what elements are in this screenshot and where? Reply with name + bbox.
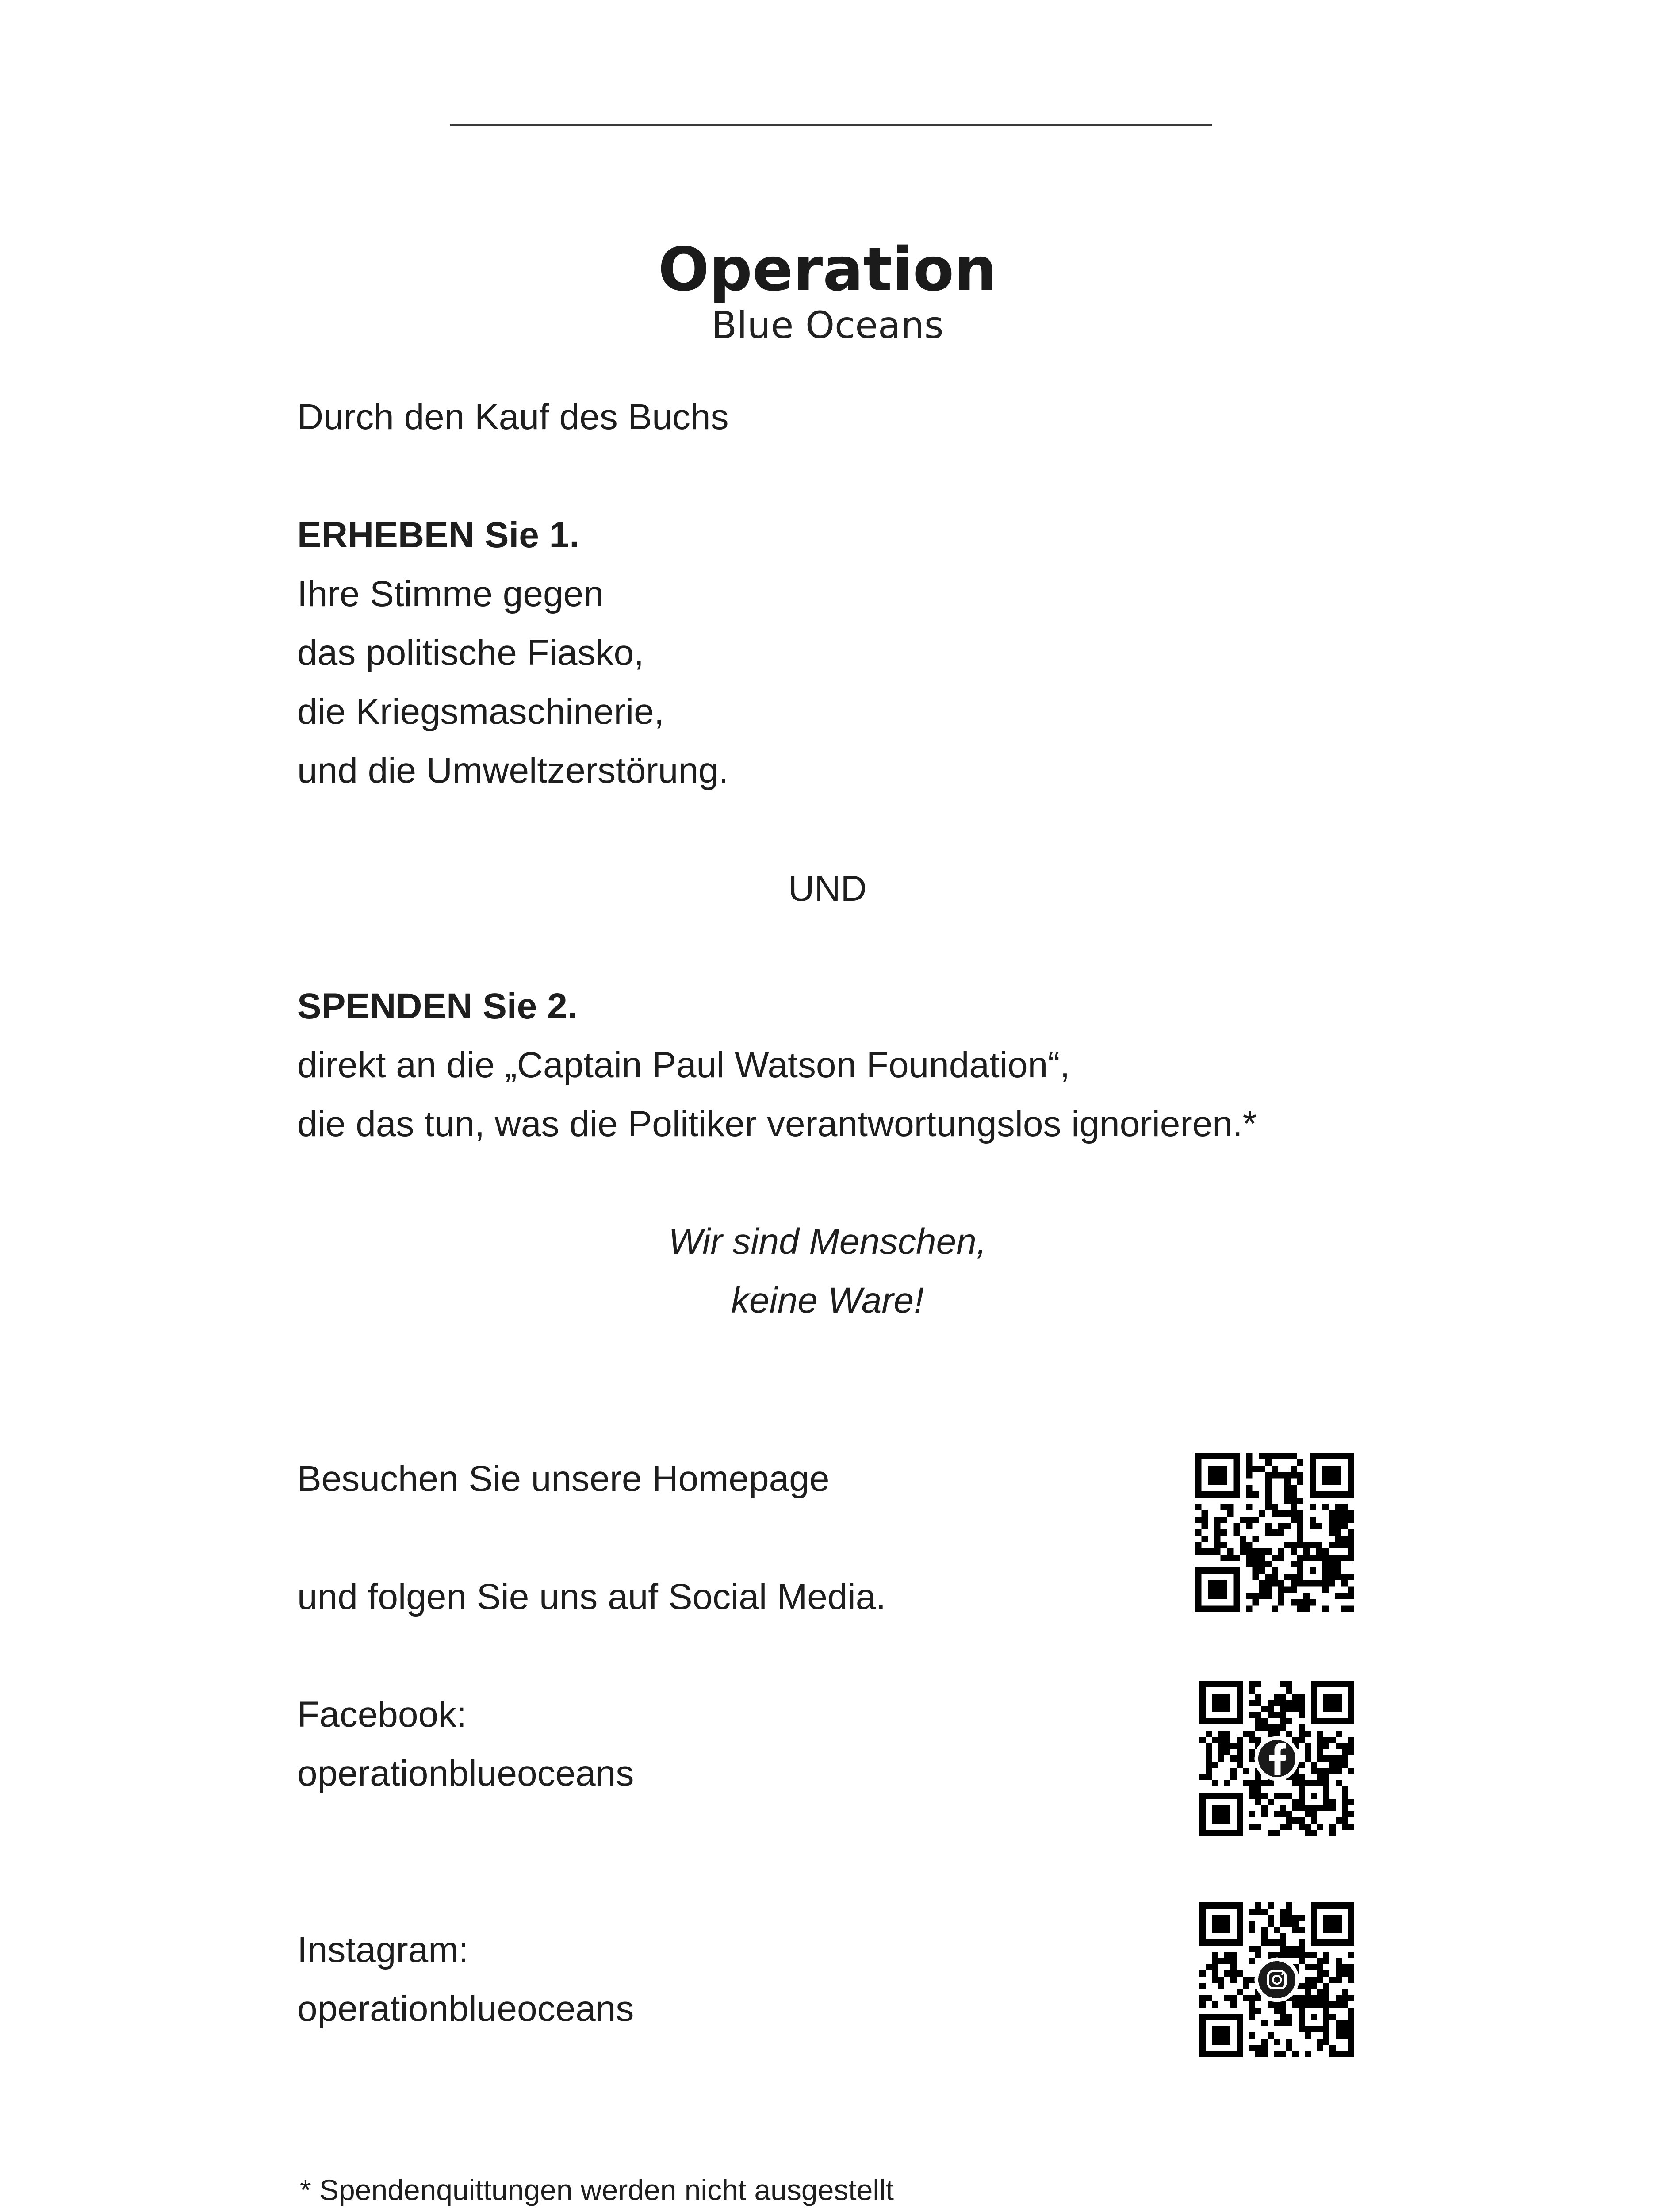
footnote: * Spendenquittungen werden nicht ausgestellt: [300, 2174, 894, 2206]
facebook-label: Facebook:: [297, 1694, 467, 1735]
top-divider: [450, 124, 1212, 126]
facebook-handle: operationblueoceans: [297, 1753, 634, 1793]
quote-line: keine Ware!: [731, 1280, 924, 1321]
intro-text: Durch den Kauf des Buchs: [297, 397, 729, 437]
homepage-qr-code[interactable]: [1195, 1453, 1354, 1612]
facebook-icon: [1255, 1736, 1299, 1781]
instagram-qr-code[interactable]: [1199, 1902, 1354, 2057]
instagram-handle: operationblueoceans: [297, 1989, 634, 2029]
instagram-icon: [1255, 1958, 1299, 2002]
instagram-label: Instagram:: [297, 1930, 469, 1970]
section2-heading: SPENDEN Sie 2.: [297, 986, 578, 1026]
homepage-text: Besuchen Sie unsere Homepage: [297, 1459, 830, 1499]
section1-line: das politische Fiasko,: [297, 633, 644, 673]
section2-line: die das tun, was die Politiker verantwortungslos ignorieren.*: [297, 1104, 1257, 1144]
page-subtitle: Blue Oceans: [711, 303, 944, 347]
section1-line: und die Umweltzerstörung.: [297, 750, 729, 791]
section1-line: die Kriegsmaschinerie,: [297, 691, 664, 732]
conjunction-text: UND: [788, 868, 867, 909]
section1-line: Ihre Stimme gegen: [297, 574, 604, 614]
page-title: Operation: [658, 235, 997, 305]
quote-line: Wir sind Menschen,: [668, 1221, 987, 1262]
follow-text: und folgen Sie uns auf Social Media.: [297, 1577, 886, 1617]
section1-heading: ERHEBEN Sie 1.: [297, 515, 579, 555]
facebook-qr-code[interactable]: [1199, 1681, 1354, 1836]
section2-line: direkt an die „Captain Paul Watson Foundation“,: [297, 1045, 1070, 1085]
